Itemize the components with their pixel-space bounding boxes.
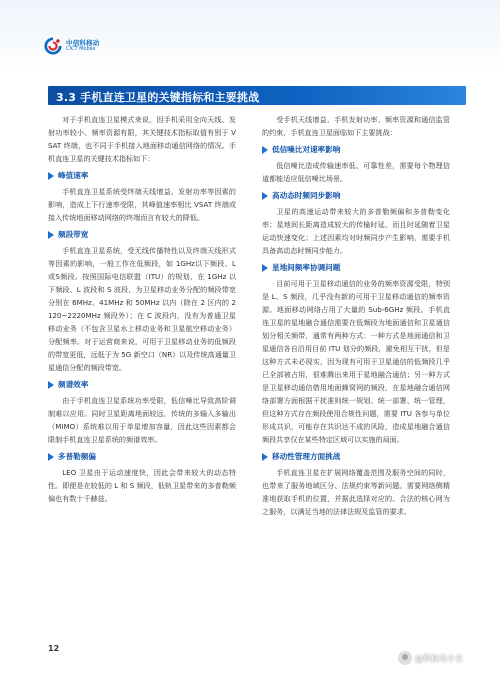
subheading-sync <box>262 189 450 202</box>
subheading-band-bandwidth <box>48 228 236 241</box>
arrow-bullet-icon <box>262 264 268 272</box>
arrow-bullet-icon <box>262 146 268 154</box>
header-band <box>0 0 500 70</box>
subheading-label: 高动态时频同步影响 <box>272 191 341 200</box>
doppler-offset-paragraph: LEO 卫星由于运动速度快，因此会带来较大的动态特性。即便是在较低的 L 和 S 频段，低轨卫星带来的多普勒频偏也有数十千赫兹。 <box>48 468 236 503</box>
section-title: 3.3 手机直连卫星的关键指标和主要挑战 <box>56 91 260 104</box>
low-snr-paragraph: 低信噪比造成传输速率低、可靠性差，需要每个物理信道都能适应低信噪比场景。 <box>262 161 450 183</box>
left-intro-paragraph: 对于手机直连卫星模式来说，因手机采用全向天线、发射功率较小、频率资源有限，其关键技术指标取值有别于 VSAT 终端，也不同于手机接入地面移动通信网络的情况。手机直连卫星的关键技术指标如下： <box>48 115 236 163</box>
band-bandwidth-paragraph: 手机直连卫星系统，受无线传播特性以及终端天线形式等因素的影响，一般工作在低频段，如 1GHz以下频段、L或S频段。按照国际电信联盟（ITU）的规划，在 1GHz 以下频段、L 波段和 S 波段，为卫星移动业务分配的频段带宽分别在 6MHz、41MHz 和 50MHz 以内（除在 2 区内的 2120~2220MHz 频段外）；在 C 波段内，没有为普通卫星移动业务（不包含卫星水上移动业务和卫星航空移动业务）分配频率。对于运营商来说，可用于卫星移动业务的低频段的带宽更低，远低于为 5G 新空口（NR）以及传统高通量卫星通信分配的频段带宽。 <box>48 246 236 372</box>
subheading-label: 低信噪比对速率影响 <box>272 145 341 154</box>
subheading-low-snr <box>262 143 450 156</box>
right-column <box>262 113 450 518</box>
subheading-label: 多普勒频偏 <box>58 452 96 461</box>
section-title-bar <box>48 86 466 105</box>
subheading-label: 频谱效率 <box>58 380 89 389</box>
subheading-label: 频段带宽 <box>58 230 89 239</box>
subheading-mobility <box>262 450 450 463</box>
subheading-spectral-efficiency <box>48 378 236 391</box>
spectral-efficiency-paragraph: 由于手机直连卫星系统功率受限，低信噪比导致高阶调制难以应用。同时卫星距离地面较远，传统的多输入多输出（MIMO）系统难以用于单星增加容量，因此这些因素都会限制手机直连卫星系统的频谱效率。 <box>48 396 236 444</box>
subheading-peak-rate <box>48 169 236 182</box>
arrow-bullet-icon <box>262 192 268 200</box>
watermark-avatar-icon <box>398 651 412 665</box>
arrow-bullet-icon <box>48 453 54 461</box>
left-column <box>48 113 236 505</box>
arrow-bullet-icon <box>48 381 54 389</box>
frequency-coordination-paragraph: 目前可用于卫星移动通信的业务的频率资源受限，特别是 L、S 频段，几乎没有新的可用于卫星移动通信的频率资源。地面移动网络占用了大量的 Sub-6GHz 频段。手机直连卫星的星地融合通信需要在低频段为地面通信和卫星通信划分相关频带，通常有两种方式：一种方式是地面通信和卫星通信各自沿用目前 ITU 划分的频段，避免相互干扰，但是这种方式未必现实，因为现有可用于卫星通信的低频段几乎已全部被占用，很难腾出来用于星地融合通信；另一种方式是卫星移动通信借用地面蜂窝网的频段，在星地融合通信网络部署方面根据干扰准则统一规划、统一部署、统一管理，但这种方式存在频段使用合规性问题，需要 ITU 各参与单位形成共识，可能存在共识达不成的风险，造成星地融合通信频段共享仅在某些特定区域可以实施的局面。 <box>262 279 450 444</box>
subheading-label: 峰值速率 <box>58 171 89 180</box>
subheading-label: 星地间频率协调问题 <box>272 263 341 272</box>
arrow-bullet-icon <box>262 453 268 461</box>
brand-logo <box>44 37 100 55</box>
subheading-doppler-offset <box>48 450 236 463</box>
subheading-label: 移动性管理方面挑战 <box>272 452 341 461</box>
subheading-frequency-coordination <box>262 261 450 274</box>
arrow-bullet-icon <box>48 172 54 180</box>
mobility-paragraph: 手机直连卫星在扩展网络覆盖范围及服务空间的同时，也带来了服务地域区分、法规约束等新问题。需要网络侧精准地获取手机的位置，并据此选择对应的、合法的核心网为之服务，以满足当地的法律法规及监管的要求。 <box>262 468 450 516</box>
sync-paragraph: 卫星的高速运动带来较大的多普勒频偏和多普勒变化率；星地间长距离造成较大的传输时延，而且时延随着卫星运动快速变化；上述因素均对时频同步产生影响，需要手机具备高动态时频同步能力。 <box>262 207 450 255</box>
watermark-text: @科技先小言 <box>415 653 463 663</box>
page-number: 12 <box>48 644 60 653</box>
logo-swirl-icon <box>44 37 62 55</box>
peak-rate-paragraph: 手机直连卫星系统受终端天线增益、发射功率等因素的影响，造成上下行速率受限，其峰值速率相比 VSAT 终端或接入传统地面移动网络的终端而言有较大的降低。 <box>48 187 236 222</box>
logo-english-name: CICT Mobile <box>66 46 96 53</box>
logo-chinese-name: 中信科移动 <box>66 38 100 47</box>
right-intro-paragraph: 受手机天线增益、手机发射功率、频率资源和通信监管的约束，手机直连卫星面临如下主要挑战： <box>262 115 450 137</box>
watermark <box>398 651 463 665</box>
arrow-bullet-icon <box>48 231 54 239</box>
